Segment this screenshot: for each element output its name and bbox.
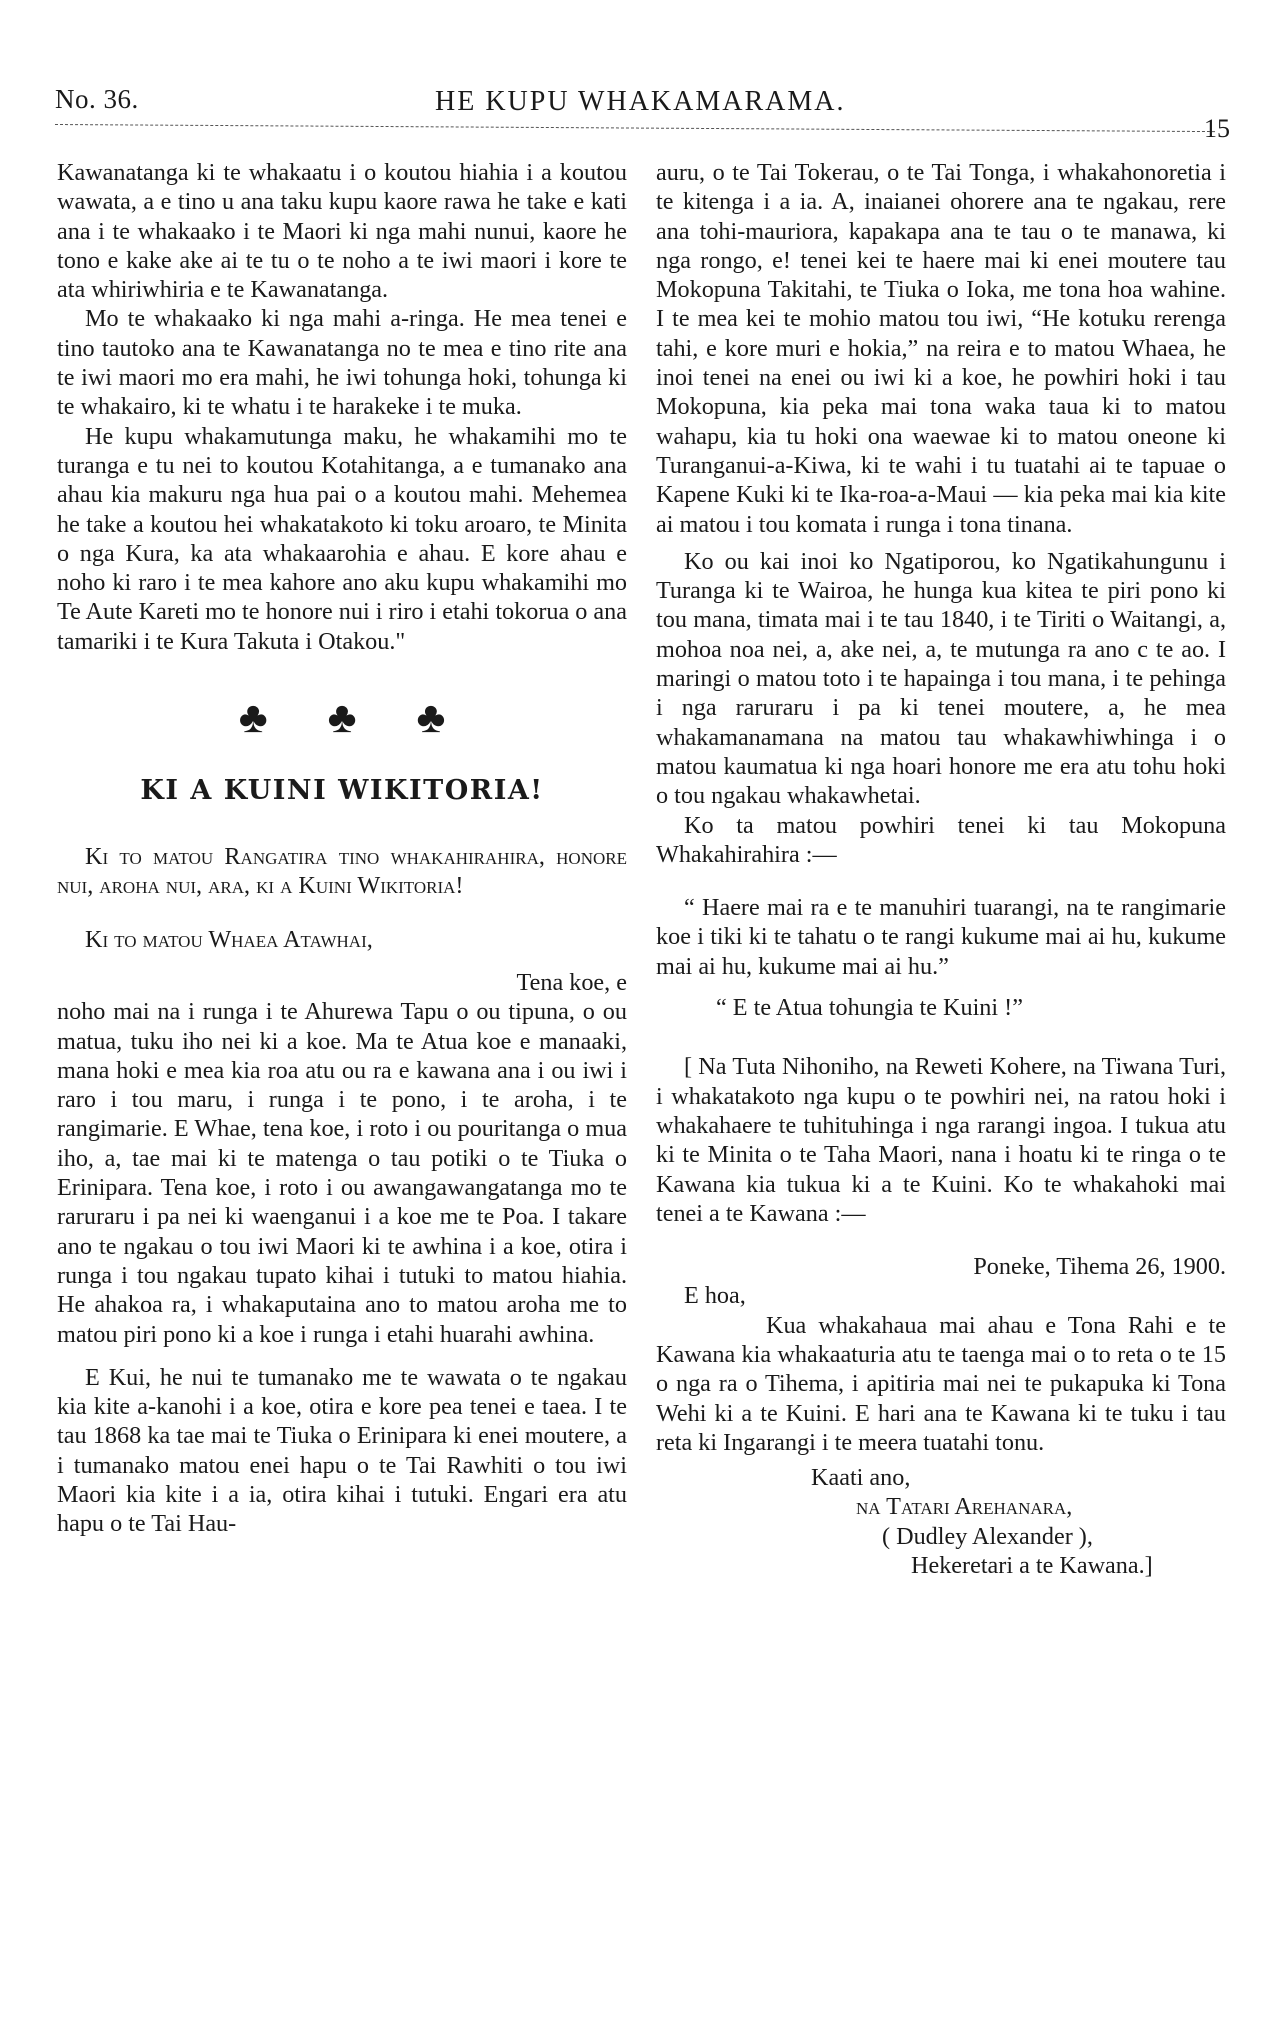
- greeting-start: Tena koe, e: [516, 968, 627, 996]
- paragraph: Kawanatanga ki te whakaatu i o koutou hiahia i a koutou wawata, a e tino u ana taku kupu kaore rawa he take e kati ana i te whakaako i te Maori ki nga mahi nunui, kaore he tono e kake ake ai te tu o te noho a te iwi maori i kore te ata whiriwhiria e te Kawanatanga.: [57, 159, 627, 304]
- paragraph: Ko ta matou powhiri tenei ki tau Mokopuna Whakahirahira :—: [656, 811, 1226, 868]
- left-column: [57, 158, 627, 1539]
- salutation-text: Ki to matou Whaea Atawhai,: [85, 925, 373, 953]
- letter-body: Kua whakahaua mai ahau e Tona Rahi e te Kawana kia whakaaturia atu te taenga mai o to reta o te 15 o nga ra o Tihema, i apitiria mai nei te pukapuka ki Tona Wehi ki a te Kuini. E hari ana te Kawana ki te tuku i tau reta ki Ingarangi i te meera tuatahi tonu.: [656, 1311, 1226, 1456]
- paragraph: Mo te whakaako ki nga mahi a-ringa. He mea tenei e tino tautoko ana te Kawanatanga no te mea e tino rite ana te iwi maori mo era mahi, he iwi tohunga hoki, tohunga ki te whakairo, ki te whatu i te harakeke i te muka.: [57, 305, 627, 421]
- paragraph: Ko ou kai inoi ko Ngatiporou, ko Ngatikahungunu i Turanga ki te Wairoa, he hunga kua kitea te piri pono ki tou mana, timata mai i te tau 1840, i te Tiriti o Waitangi, a, mohoa noa nei, a, ake nei, a, te mutunga ra ano c te ao. I maringi o matou toto i te hapainga i tou mana, i te pehinga i nga raruraru i pa ki tenei moutere, a, he mea whakamanamana na matou tau whakawhiwhinga i o matou kaumatua ki nga hoari honore me era atu tohu hoki o tou ngakau whakawhetai.: [656, 547, 1226, 810]
- letter-dateline: Poneke, Tihema 26, 1900.: [973, 1253, 1226, 1281]
- header-rule: [55, 124, 1215, 132]
- ornament-divider: [57, 693, 627, 743]
- section-title: KI A KUINI WIKITORIA!: [140, 775, 544, 807]
- address-line: Ki to matou Rangatira tino whakahirahira, honore nui, aroha nui, ara, ki a Kuini Wikitoria!: [57, 843, 627, 900]
- signature-closing: Kaati ano,: [811, 1464, 911, 1492]
- welcome-quote: “ Haere mai ra e te manuhiri tuarangi, na te rangimarie koe i tiki ki te tahatu o te rangi kukume mai ai hu, kukume mai ai hu, kukume mai ai hu.”: [656, 894, 1226, 980]
- signature-title: Hekeretari a te Kawana.]: [911, 1552, 1153, 1580]
- paragraph: E Kui, he nui te tumanako me te wawata o te ngakau kia kite a-kanohi i a koe, otira e kore pea tenei e taea. I te tau 1868 ka tae mai te Tiuka o Erinipara ki enei moutere, a i tumanako matou enei hapu o te Tai Rawhiti o tou iwi Maori kia kite i a ia, otira kihai i tutuki. Engari era atu hapu o te Tai Hau-: [57, 1363, 627, 1538]
- shamrock-icon: ♣: [327, 693, 357, 743]
- right-column: [656, 158, 1226, 1580]
- signature-english-name: ( Dudley Alexander ),: [882, 1522, 1093, 1550]
- paragraph: auru, o te Tai Tokerau, o te Tai Tonga, i whakahonoretia i te kitenga i a ia. A, inaianei ohorere ana te ngakau, rere ana tohi-mauriora, kapakapa ana te tau o te manawa, ki nga rongo, e! tenei kei te haere mai ki enei moutere tau Mokopuna Takitahi, te Tiuka o Ioka, me tona hoa wahine. I te mea kei te mohio matou tou iwi, “He kotuku rerenga tahi, e kore muri e hokia,” na reira e to matou Whaea, he inoi tenei na enei ou iwi ki a koe, he powhiri hoki i tau Mokopuna, kia peka mai tona waka taua ki to matou wahapu, kia tu hoki ona waewae ki to matou oneone ki Turanganui-a-Kiwa, ki te wahi i tu tuatahi ai te tapuae o Kapene Kuki ki te Ika-roa-a-Maui — kia peka mai kia kite ai matou i tou komata i runga i tona tinana.: [656, 159, 1226, 538]
- paragraph: He kupu whakamutunga maku, he whakamihi mo te turanga e tu nei to koutou Kotahitanga, a e tumanako ana ahau kia makuru nga hua pai o a koutou mahi. Mehemea he take a koutou hei whakatakoto ki toku aroaro, te Minita o nga Kura, ka ata whakaarohia e ahau. E kore ahau e noho ki raro i te mea kahore ano aku kupu whakamihi mo Te Aute Kareti mo te honore nui i riro i etahi tokorua o ana tamariki i te Kura Takuta i Otakou.": [57, 422, 627, 655]
- editorial-note: [ Na Tuta Nihoniho, na Reweti Kohere, na Tiwana Turi, i whakatakoto nga kupu o te powhiri nei, na ratou hoki i whakahaere te tuhituhinga i nga rarangi ingoa. I tukua atu ki te Minita o te Taha Maori, nana i hoatu ki te ringa o te Kawana kia tukua ki a te Kuini. Ko te whakahoki mai tenei a te Kawana :—: [656, 1053, 1226, 1227]
- shamrock-icon: ♣: [238, 693, 268, 743]
- letter-salutation: E hoa,: [684, 1282, 746, 1310]
- signature-name: na Tatari Arehanara,: [856, 1493, 1073, 1521]
- issue-number: No. 36.: [55, 84, 139, 114]
- page-header: [55, 84, 1230, 144]
- shamrock-icon: ♣: [416, 693, 446, 743]
- page-number: 15: [1204, 114, 1230, 143]
- salutation: [57, 925, 627, 954]
- running-title: HE KUPU WHAKAMARAMA.: [435, 86, 846, 117]
- god-save-queen-quote: “ E te Atua tohungia te Kuini !”: [716, 994, 1023, 1022]
- paragraph: noho mai na i runga i te Ahurewa Tapu o ou tipuna, o ou matua, tuku iho nei ki a koe. Ma te Atua koe e manaaki, mana hoki e mea kia roa atu ou ra e kawana ana i ou iwi i raro i tou maru, i runga i te pono, i te aroha, i te rangimarie. E Whae, tena koe, i roto i ou pouritanga o mua iho, a, tae mai ki te matenga o tau potiki o te Tiuka o Erinipara. Tena koe, i roto i ou awangawangatanga mo te raruraru i pa nei ki waenganui i a koe me te Poa. I takare ano te ngakau o tou iwi Maori ki te awhina i a koe, otira i runga i tou ngakau tupato kihai i tutuki to matou hiahia. He ahakoa ra, i whakaputaina ano to matou aroha me to matou piri pono ki a koe i runga i etahi huarahi awhina.: [57, 998, 627, 1348]
